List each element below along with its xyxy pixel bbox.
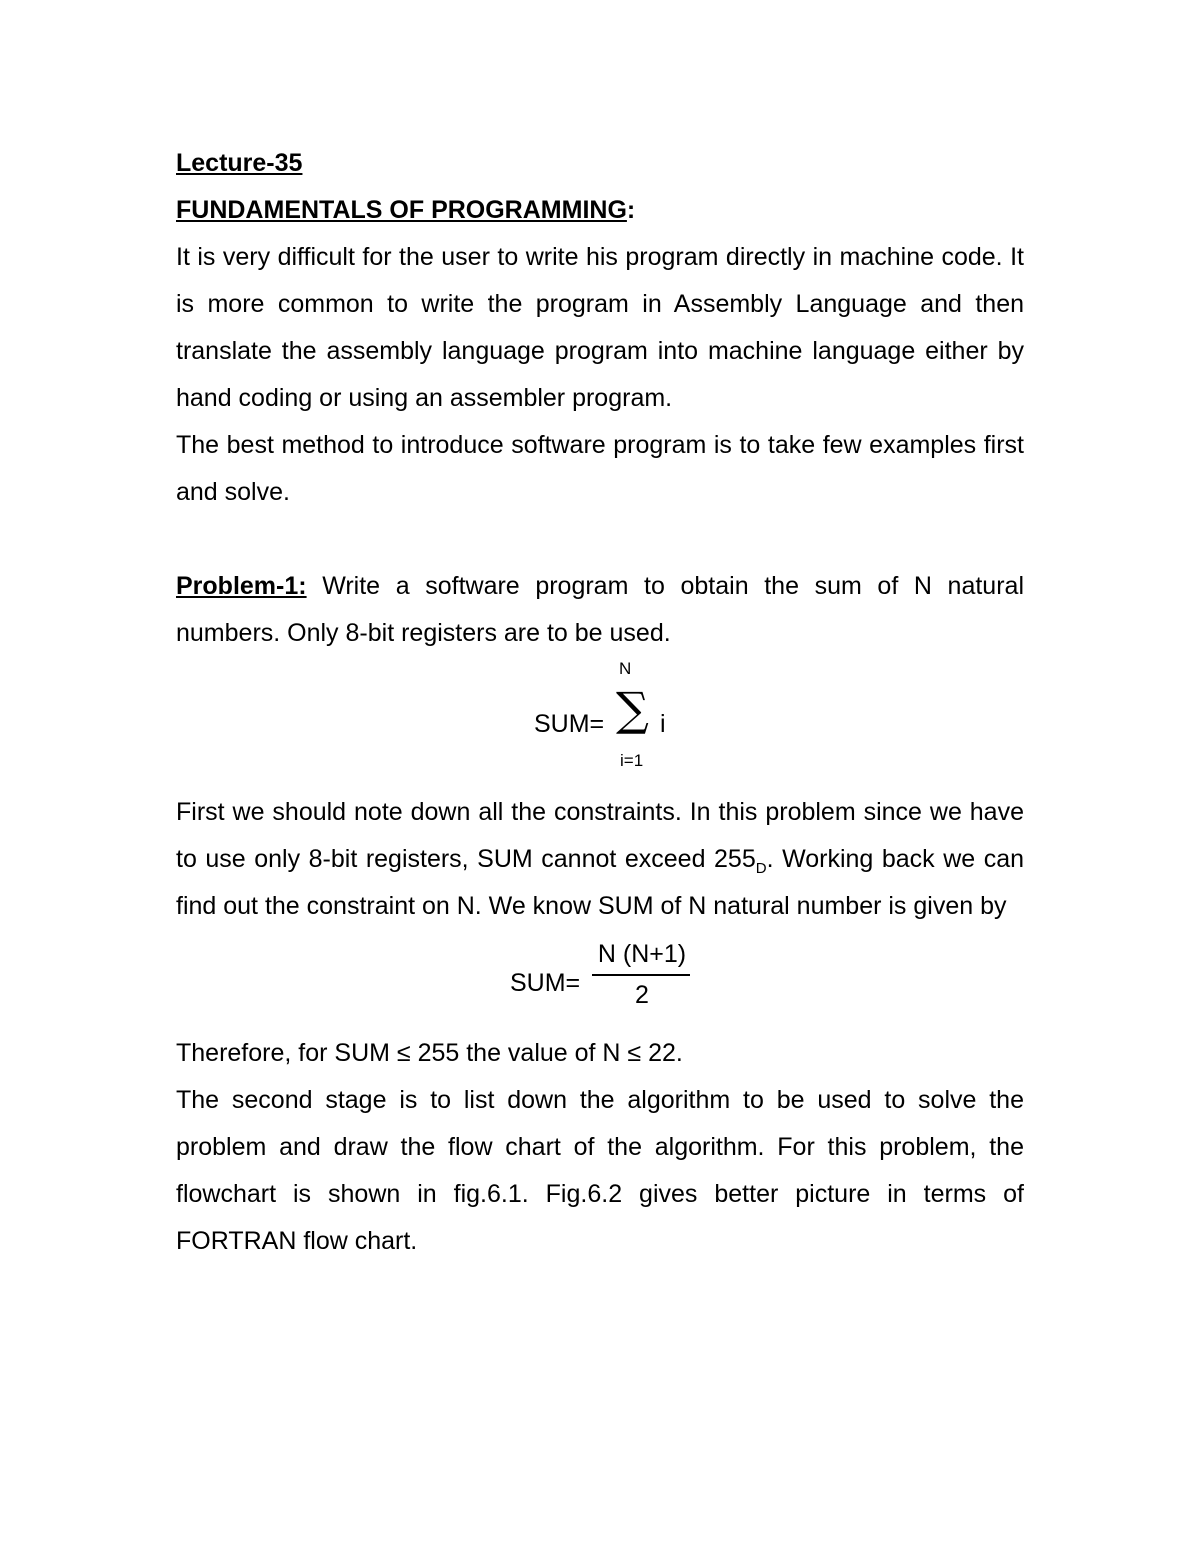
summation-equation xyxy=(176,657,1024,789)
summation-upper-limit: N xyxy=(619,659,632,678)
intro-paragraph-1: It is very difficult for the user to write his program directly in machine code. It is more common to write the program in Assembly Language and then translate the assembly language program into machine language either by hand coding or using an assembler program. xyxy=(176,243,1024,412)
section-heading: FUNDAMENTALS OF PROGRAMMING xyxy=(176,196,627,224)
sum-formula xyxy=(176,930,1024,1030)
formula-numerator: N (N+1) xyxy=(597,940,687,968)
formula-lhs: SUM= xyxy=(510,969,581,997)
summation-lhs: SUM= xyxy=(534,710,605,738)
sigma-symbol: ∑ xyxy=(616,682,649,736)
problem-statement xyxy=(176,563,1024,657)
section-heading-line xyxy=(176,187,1024,234)
formula-denominator: 2 xyxy=(635,981,649,1009)
final-paragraph: The second stage is to list down the algorithm to be used to solve the problem and draw the flow chart of the algorithm. For this problem, the flowchart is shown in fig.6.1. Fig.6.2 gives better picture in terms of FORTRAN flow chart. xyxy=(176,1086,1024,1255)
section-heading-colon: : xyxy=(626,196,636,224)
problem-text: Write a software program to obtain the sum of N natural numbers. Only 8-bit registers are to be used. xyxy=(176,572,1024,647)
problem-label: Problem-1: xyxy=(176,572,307,600)
summation-variable: i xyxy=(660,710,666,738)
constraints-paragraph xyxy=(176,789,1024,930)
document-page xyxy=(176,140,1024,1265)
paragraph-spacer xyxy=(176,516,1024,563)
decimal-subscript: D xyxy=(755,860,767,877)
therefore-line: Therefore, for SUM ≤ 255 the value of N ≤ 22. xyxy=(176,1039,683,1067)
summation-lower-limit: i=1 xyxy=(620,751,644,770)
lecture-title: Lecture-35 xyxy=(176,149,303,177)
constraints-text: First we should note down all the constraints. In this problem since we have to use only 8-bit registers, SUM cannot exceed 255 xyxy=(176,798,1024,873)
fraction-bar xyxy=(592,974,690,976)
constraints-tail: . Working back we can find out the constraint on N. We know SUM of N natural number is given by xyxy=(176,845,1024,920)
intro-paragraph-2: The best method to introduce software program is to take few examples first and solve. xyxy=(176,431,1024,506)
